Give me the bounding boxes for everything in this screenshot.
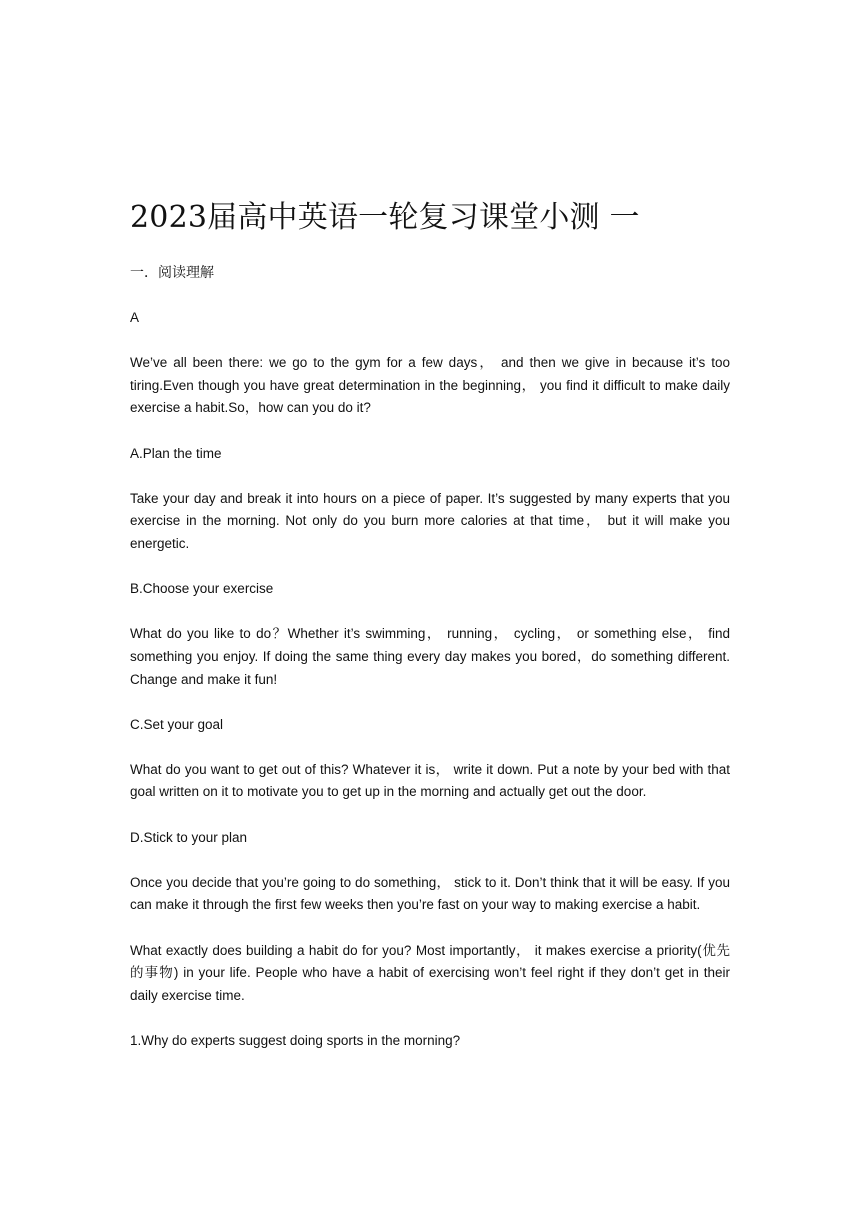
tip-body-choose: What do you like to do？Whether it’s swimming， running， cycling， or something else， find something you enjoy. If doing the same thing every day makes you bored，do something different. Change and make it fun! (130, 626, 730, 687)
tip-heading-plan: A.Plan the time (130, 445, 222, 461)
section-heading-reading: 一．阅读理解 (130, 265, 214, 281)
passage-label: A (130, 310, 140, 325)
tip-heading-stick: D.Stick to your plan (130, 829, 248, 845)
tip-body-stick: Once you decide that you’re going to do something， stick to it. Don’t think that it will be easy. If you can make it through the first few weeks then you’re fast on your way to making exercise a habit. (130, 874, 730, 913)
tip-body-plan: Take your day and break it into hours on a piece of paper. It’s suggested by many experts that you exercise in the morning. Not only do you burn more calories at that time， but it will make you energetic. (130, 490, 730, 551)
tip-heading-goal: C.Set your goal (130, 716, 224, 732)
tip-body-goal: What do you want to get out of this? Whatever it is， write it down. Put a note by your bed with that goal written on it to motivate you to get up in the morning and actually get out the door. (130, 761, 730, 800)
tip-heading-choose: B.Choose your exercise (130, 581, 274, 597)
question-1: 1.Why do experts suggest doing sports in the morning? (130, 1033, 461, 1048)
passage-intro: We’ve all been there: we go to the gym for a few days， and then we give in because it’s too tiring.Even though you have great determination in the beginning， you find it difficult to make daily exercise a habit.So，how can you do it? (130, 355, 730, 416)
passage-closing: What exactly does building a habit do for you? Most importantly， it makes exercise a priority(优先的事物) in your life. People who have a habit of exercising won’t feel right if they don’t get in their daily exercise time. (130, 942, 730, 1003)
document-page (130, 196, 730, 1075)
document-title: 2023届高中英语一轮复习课堂小测 一 (130, 200, 640, 235)
